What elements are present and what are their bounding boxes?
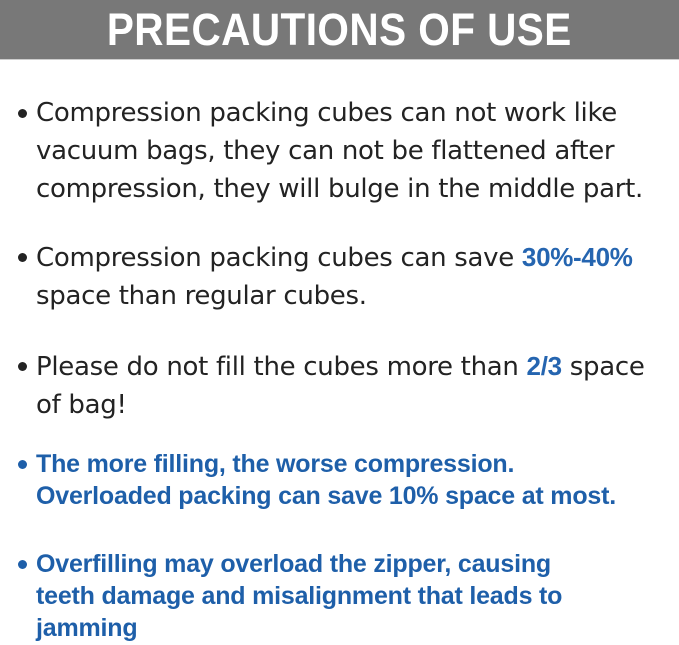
text-line	[36, 480, 616, 512]
precautions-list	[0, 60, 679, 644]
bullet-text	[36, 238, 633, 315]
bullet-item-4	[18, 448, 667, 512]
text-line	[36, 548, 562, 580]
header-bar	[0, 0, 679, 60]
bullet-item-5	[18, 548, 667, 644]
text-segment: of bag!	[36, 390, 127, 420]
text-line	[36, 238, 633, 277]
bullet-item-1	[18, 94, 667, 208]
text-segment: Please do not fill the cubes more than	[36, 352, 527, 382]
bullet-icon	[18, 560, 27, 569]
bullet-text	[36, 94, 643, 208]
bullet-item-3	[18, 347, 667, 424]
text-line	[36, 612, 562, 644]
text-line	[36, 170, 643, 208]
text-segment: jamming	[36, 614, 138, 642]
text-segment: Compression packing cubes can not work like	[36, 98, 617, 128]
text-segment: Overloaded packing can save 10% space at most.	[36, 482, 616, 510]
highlight-text: 2/3	[526, 351, 562, 381]
bullet-icon	[18, 253, 27, 262]
text-segment: space	[561, 352, 645, 382]
bullet-icon	[18, 362, 27, 371]
text-segment: space than regular cubes.	[36, 281, 367, 311]
text-line	[36, 94, 643, 132]
text-line	[36, 347, 645, 386]
text-line	[36, 386, 645, 424]
bullet-item-2	[18, 238, 667, 315]
bullet-text	[36, 448, 616, 512]
text-segment: teeth damage and misalignment that leads to	[36, 582, 563, 610]
text-segment: Overfilling may overload the zipper, causing	[36, 550, 551, 578]
text-segment: vacuum bags, they can not be flattened after	[36, 136, 615, 166]
text-segment: Compression packing cubes can save	[36, 243, 522, 273]
bullet-icon	[18, 460, 27, 469]
text-line	[36, 580, 562, 612]
page-title: PRECAUTIONS OF USE	[107, 3, 572, 55]
text-line	[36, 277, 633, 315]
bullet-text	[36, 347, 645, 424]
text-line	[36, 132, 643, 170]
text-line	[36, 448, 616, 480]
highlight-text: 30%-40%	[521, 242, 633, 272]
text-segment: The more filling, the worse compression.	[36, 450, 515, 478]
bullet-text	[36, 548, 562, 644]
bullet-icon	[18, 109, 27, 118]
text-segment: compression, they will bulge in the middle part.	[36, 174, 643, 204]
